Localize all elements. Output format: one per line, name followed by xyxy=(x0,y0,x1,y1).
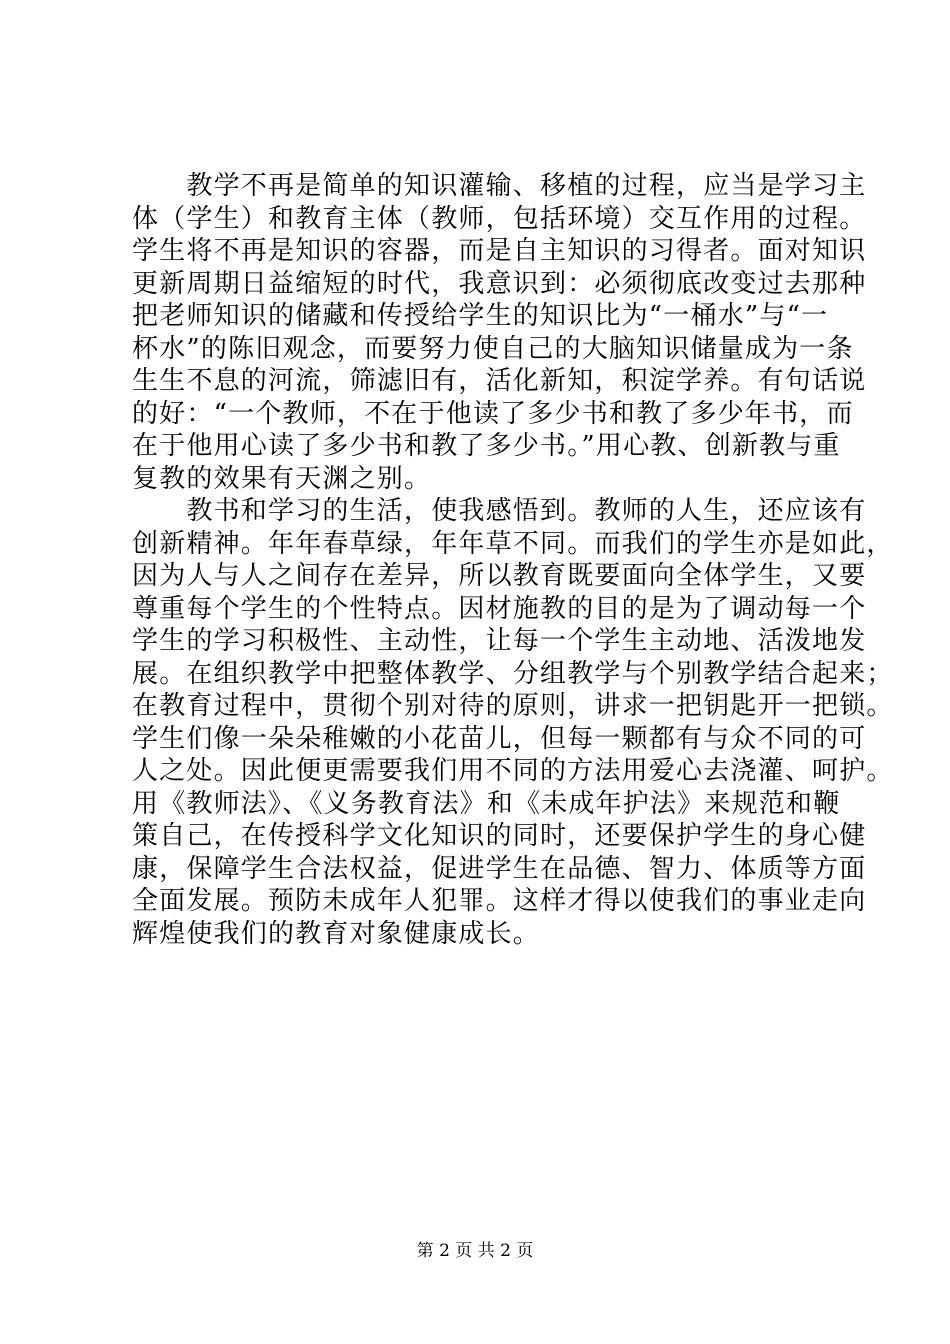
text-line: 杯水”的陈旧观念，而要努力使自己的大脑知识储量成为一条 xyxy=(132,333,854,364)
text-line: 尊重每个学生的个性特点。因材施教的目的是为了调动每一个 xyxy=(132,593,867,624)
text-line: 学生们像一朵朵稚嫩的小花苗儿，但每一颗都有与众不同的可 xyxy=(132,723,867,754)
text-line: 康，保障学生合法权益，促进学生在品德、智力、体质等方面 xyxy=(132,853,867,884)
text-line: 用《教师法》、《义务教育法》和《未成年护法》来规范和鞭 xyxy=(132,788,841,819)
text-line: 学生将不再是知识的容器，而是自主知识的习得者。面对知识 xyxy=(132,236,867,266)
page-number-footer: 第 2 页 共 2 页 xyxy=(416,1241,534,1261)
text-line: 更新周期日益缩短的时代，我意识到：必须彻底改变过去那种 xyxy=(132,268,867,299)
text-line: 体（学生）和教育主体（教师，包括环境）交互作用的过程。 xyxy=(132,203,867,234)
text-line: 在教育过程中，贯彻个别对待的原则，讲求一把钥匙开一把锁。 xyxy=(132,691,894,721)
text-line: 教学不再是简单的知识灌输、移植的过程，应当是学习主 xyxy=(132,171,867,201)
text-line: 辉煌使我们的教育对象健康成长。 xyxy=(132,918,541,949)
text-line: 复教的效果有天渊之别。 xyxy=(132,463,432,494)
text-line: 因为人与人之间存在差异，所以教育既要面向全体学生，又要 xyxy=(132,561,867,591)
text-line: 学生的学习积极性、主动性，让每一个学生主动地、活泼地发 xyxy=(132,626,867,656)
text-line: 人之处。因此便更需要我们用不同的方法用爱心去浇灌、呵护。 xyxy=(132,756,894,786)
body-text xyxy=(132,170,894,950)
text-line: 在于他用心读了多少书和教了多少书。”用心教、创新教与重 xyxy=(132,431,841,461)
text-line: 全面发展。预防未成年人犯罪。这样才得以使我们的事业走向 xyxy=(132,886,867,916)
text-line: 展。在组织教学中把整体教学、分组教学与个别教学结合起来； xyxy=(132,658,894,689)
text-line: 策自己，在传授科学文化知识的同时，还要保护学生的身心健 xyxy=(132,821,867,851)
text-line: 的好：“一个教师，不在于他读了多少书和教了多少年书，而 xyxy=(132,398,854,429)
text-line: 把老师知识的储藏和传授给学生的知识比为“一桶水”与“一 xyxy=(132,301,829,331)
text-line: 教书和学习的生活，使我感悟到。教师的人生，还应该有 xyxy=(132,496,867,526)
text-line: 生生不息的河流，筛滤旧有，活化新知，积淀学养。有句话说 xyxy=(132,366,867,396)
text-line: 创新精神。年年春草绿，年年草不同。而我们的学生亦是如此， xyxy=(132,528,894,559)
